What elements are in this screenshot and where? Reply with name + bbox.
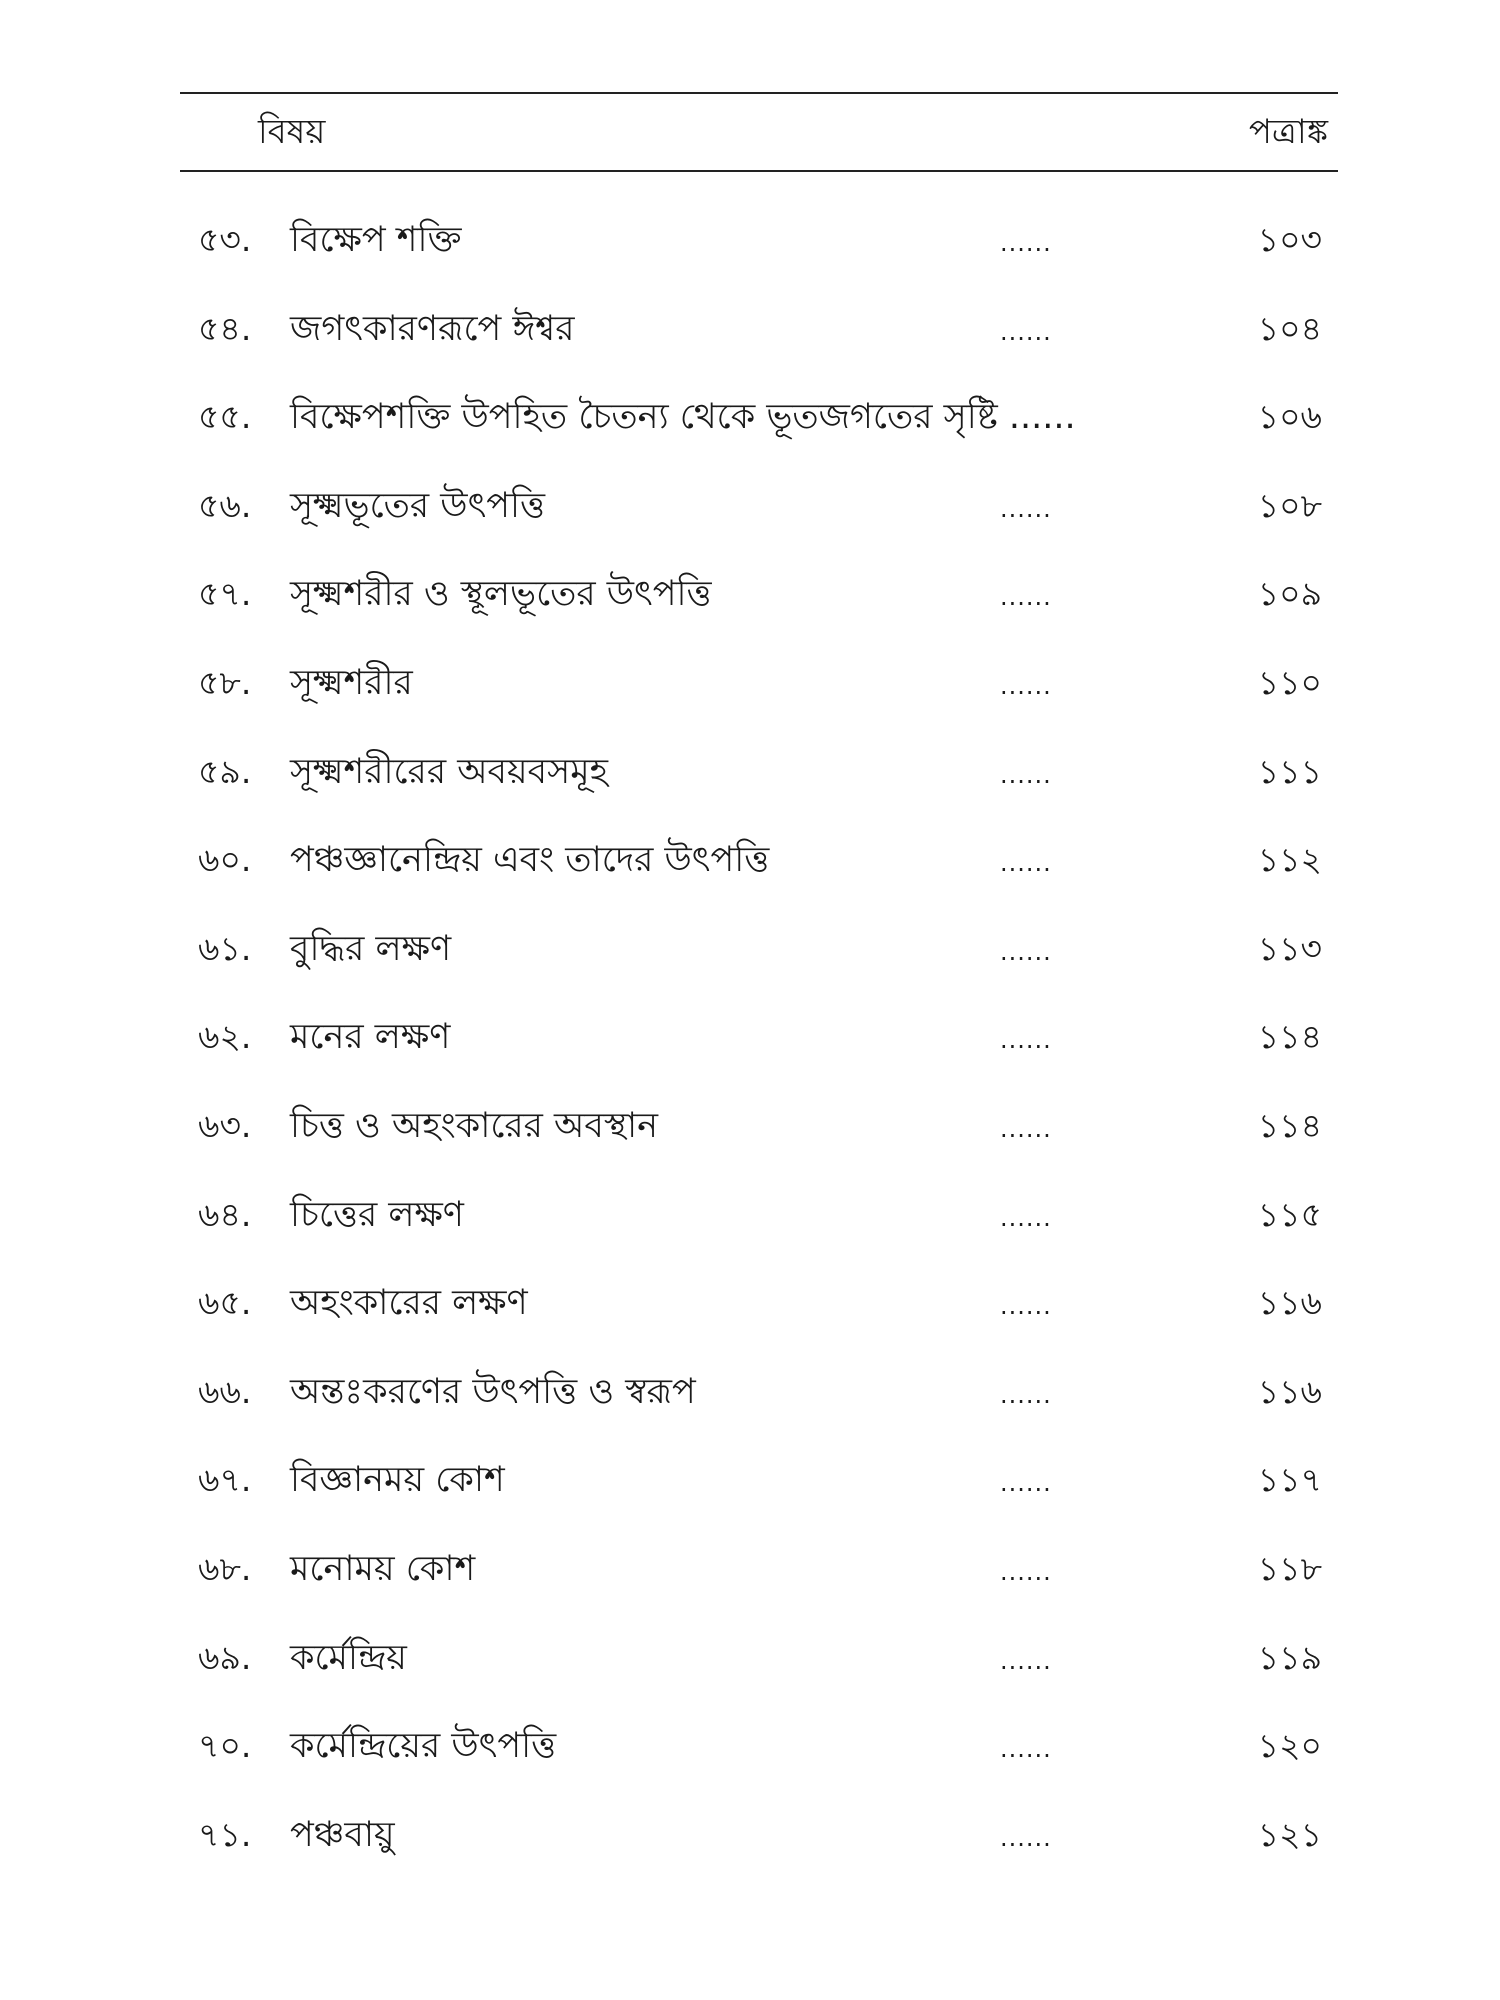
entry-number: ৭০. <box>198 1726 252 1766</box>
entry-page-number: ১১৮ <box>1257 1549 1322 1588</box>
toc-entry[interactable] <box>0 476 1500 536</box>
entry-leader-dots: ...... <box>1000 849 1052 878</box>
entry-number: ৭১. <box>198 1814 252 1854</box>
entry-leader-dots: ...... <box>1000 1735 1052 1764</box>
toc-entry[interactable] <box>0 1273 1500 1333</box>
entry-leader-dots: ...... <box>1000 672 1052 700</box>
toc-entry[interactable] <box>0 830 1500 890</box>
entry-leader-dots: ...... <box>1000 1469 1052 1498</box>
entry-title: সূক্ষ্মভূতের উৎপত্তি <box>290 485 546 526</box>
entry-leader-dots: ...... <box>1000 1115 1052 1143</box>
entry-title: মনোময় কোশ <box>290 1549 476 1589</box>
toc-entry[interactable] <box>0 653 1500 713</box>
entry-page-number: ১০৪ <box>1257 308 1322 348</box>
entry-number: ৬৪. <box>198 1194 252 1234</box>
top-rule <box>180 92 1338 94</box>
entry-number: ৬২. <box>198 1017 252 1057</box>
entry-number: ৬৮. <box>198 1549 252 1588</box>
entry-page-number: ১১৪ <box>1257 1017 1322 1057</box>
entry-title: পঞ্চজ্ঞানেন্দ্রিয় এবং তাদের উৎপত্তি <box>290 840 770 881</box>
toc-entry[interactable] <box>0 210 1500 270</box>
toc-entry[interactable] <box>0 299 1500 359</box>
entry-number: ৬১. <box>198 928 252 968</box>
toc-entry[interactable] <box>0 1450 1500 1510</box>
entry-title: পঞ্চবায়ু <box>290 1814 395 1855</box>
entry-title: চিত্তের লক্ষণ <box>290 1194 464 1235</box>
entry-leader-dots: ...... <box>1000 229 1052 257</box>
entry-leader-dots: ...... <box>1000 937 1052 966</box>
contents-list <box>0 200 1500 1980</box>
entry-number: ৬৬. <box>198 1371 252 1411</box>
entry-title: বুদ্ধির লক্ষণ <box>290 928 452 969</box>
entry-page-number: ১০৬ <box>1257 397 1322 437</box>
entry-title: জগৎকারণরূপে ঈশ্বর <box>290 308 575 349</box>
toc-entry[interactable] <box>0 387 1500 447</box>
toc-entry[interactable] <box>0 919 1500 979</box>
entry-leader-dots: ...... <box>1000 1823 1052 1852</box>
entry-leader-dots: ...... <box>1000 1558 1052 1586</box>
entry-leader-dots: ...... <box>1000 1380 1052 1409</box>
entry-title: সূক্ষ্মশরীর <box>290 663 413 703</box>
entry-number: ৫৬. <box>198 485 252 525</box>
entry-number: ৫৭. <box>198 574 252 614</box>
entry-number: ৫৯. <box>198 751 252 791</box>
entry-title: বিজ্ঞানময় কোশ <box>290 1460 505 1501</box>
entry-title: কর্মেন্দ্রিয় <box>290 1637 407 1678</box>
subject-column-header: বিষয় <box>258 112 326 152</box>
toc-entry[interactable] <box>0 1362 1500 1422</box>
toc-entry[interactable] <box>0 1185 1500 1245</box>
entry-number: ৬৭. <box>198 1460 252 1500</box>
toc-entry[interactable] <box>0 1007 1500 1067</box>
entry-page-number: ১২১ <box>1257 1814 1322 1854</box>
entry-number: ৬০. <box>198 840 252 880</box>
entry-leader-dots: ...... <box>1000 583 1052 612</box>
entry-title: চিত্ত ও অহংকারের অবস্থান <box>290 1106 659 1146</box>
entry-page-number: ১১৬ <box>1257 1283 1322 1323</box>
entry-leader-dots: ...... <box>1000 1646 1052 1675</box>
entry-title: সূক্ষ্মশরীর ও স্থূলভূতের উৎপত্তি <box>290 574 712 615</box>
toc-entry[interactable] <box>0 1628 1500 1688</box>
entry-page-number: ১০৩ <box>1257 220 1322 259</box>
entry-title: বিক্ষেপশক্তি উপহিত চৈতন্য থেকে ভূতজগতের সৃষ্টি ...... <box>290 397 1076 438</box>
entry-number: ৬৫. <box>198 1283 252 1323</box>
entry-title: কর্মেন্দ্রিয়ের উৎপত্তি <box>290 1726 557 1767</box>
entry-page-number: ১১৩ <box>1257 928 1322 968</box>
entry-title: বিক্ষেপ শক্তি <box>290 220 462 260</box>
entry-leader-dots: ...... <box>1000 1203 1052 1232</box>
entry-leader-dots: ...... <box>1000 317 1052 346</box>
page-column-header: পত্রাঙ্ক <box>1248 112 1328 152</box>
entry-page-number: ১১৪ <box>1257 1106 1322 1145</box>
entry-number: ৬৩. <box>198 1106 252 1145</box>
entry-page-number: ১১২ <box>1257 840 1322 880</box>
entry-page-number: ১১৯ <box>1257 1637 1322 1677</box>
entry-page-number: ১১৬ <box>1257 1371 1322 1411</box>
entry-page-number: ১১০ <box>1257 663 1322 702</box>
entry-page-number: ১১৭ <box>1257 1460 1322 1500</box>
toc-entry[interactable] <box>0 1539 1500 1599</box>
toc-entry[interactable] <box>0 1805 1500 1865</box>
entry-page-number: ১১৫ <box>1257 1194 1322 1234</box>
entry-leader-dots: ...... <box>1000 494 1052 523</box>
entry-number: ৫৫. <box>198 397 252 437</box>
entry-page-number: ১০৯ <box>1257 574 1322 614</box>
entry-title: সূক্ষ্মশরীরের অবয়বসমূহ <box>290 751 609 792</box>
toc-entry[interactable] <box>0 1096 1500 1156</box>
entry-leader-dots: ...... <box>1000 760 1052 789</box>
entry-title: অহংকারের লক্ষণ <box>290 1283 528 1324</box>
entry-number: ৫৩. <box>198 220 252 259</box>
entry-title: অন্তঃকরণের উৎপত্তি ও স্বরূপ <box>290 1371 696 1412</box>
toc-entry[interactable] <box>0 564 1500 624</box>
entry-page-number: ১২০ <box>1257 1726 1322 1766</box>
toc-entry[interactable] <box>0 742 1500 802</box>
entry-leader-dots: ...... <box>1000 1026 1052 1055</box>
header-bottom-rule <box>180 170 1338 172</box>
entry-number: ৫৮. <box>198 663 252 702</box>
entry-title: মনের লক্ষণ <box>290 1017 451 1058</box>
entry-number: ৬৯. <box>198 1637 252 1677</box>
entry-page-number: ১০৮ <box>1257 485 1322 525</box>
entry-leader-dots: ...... <box>1000 1292 1052 1321</box>
entry-page-number: ১১১ <box>1257 751 1322 791</box>
toc-entry[interactable] <box>0 1716 1500 1776</box>
entry-number: ৫৪. <box>198 308 252 348</box>
